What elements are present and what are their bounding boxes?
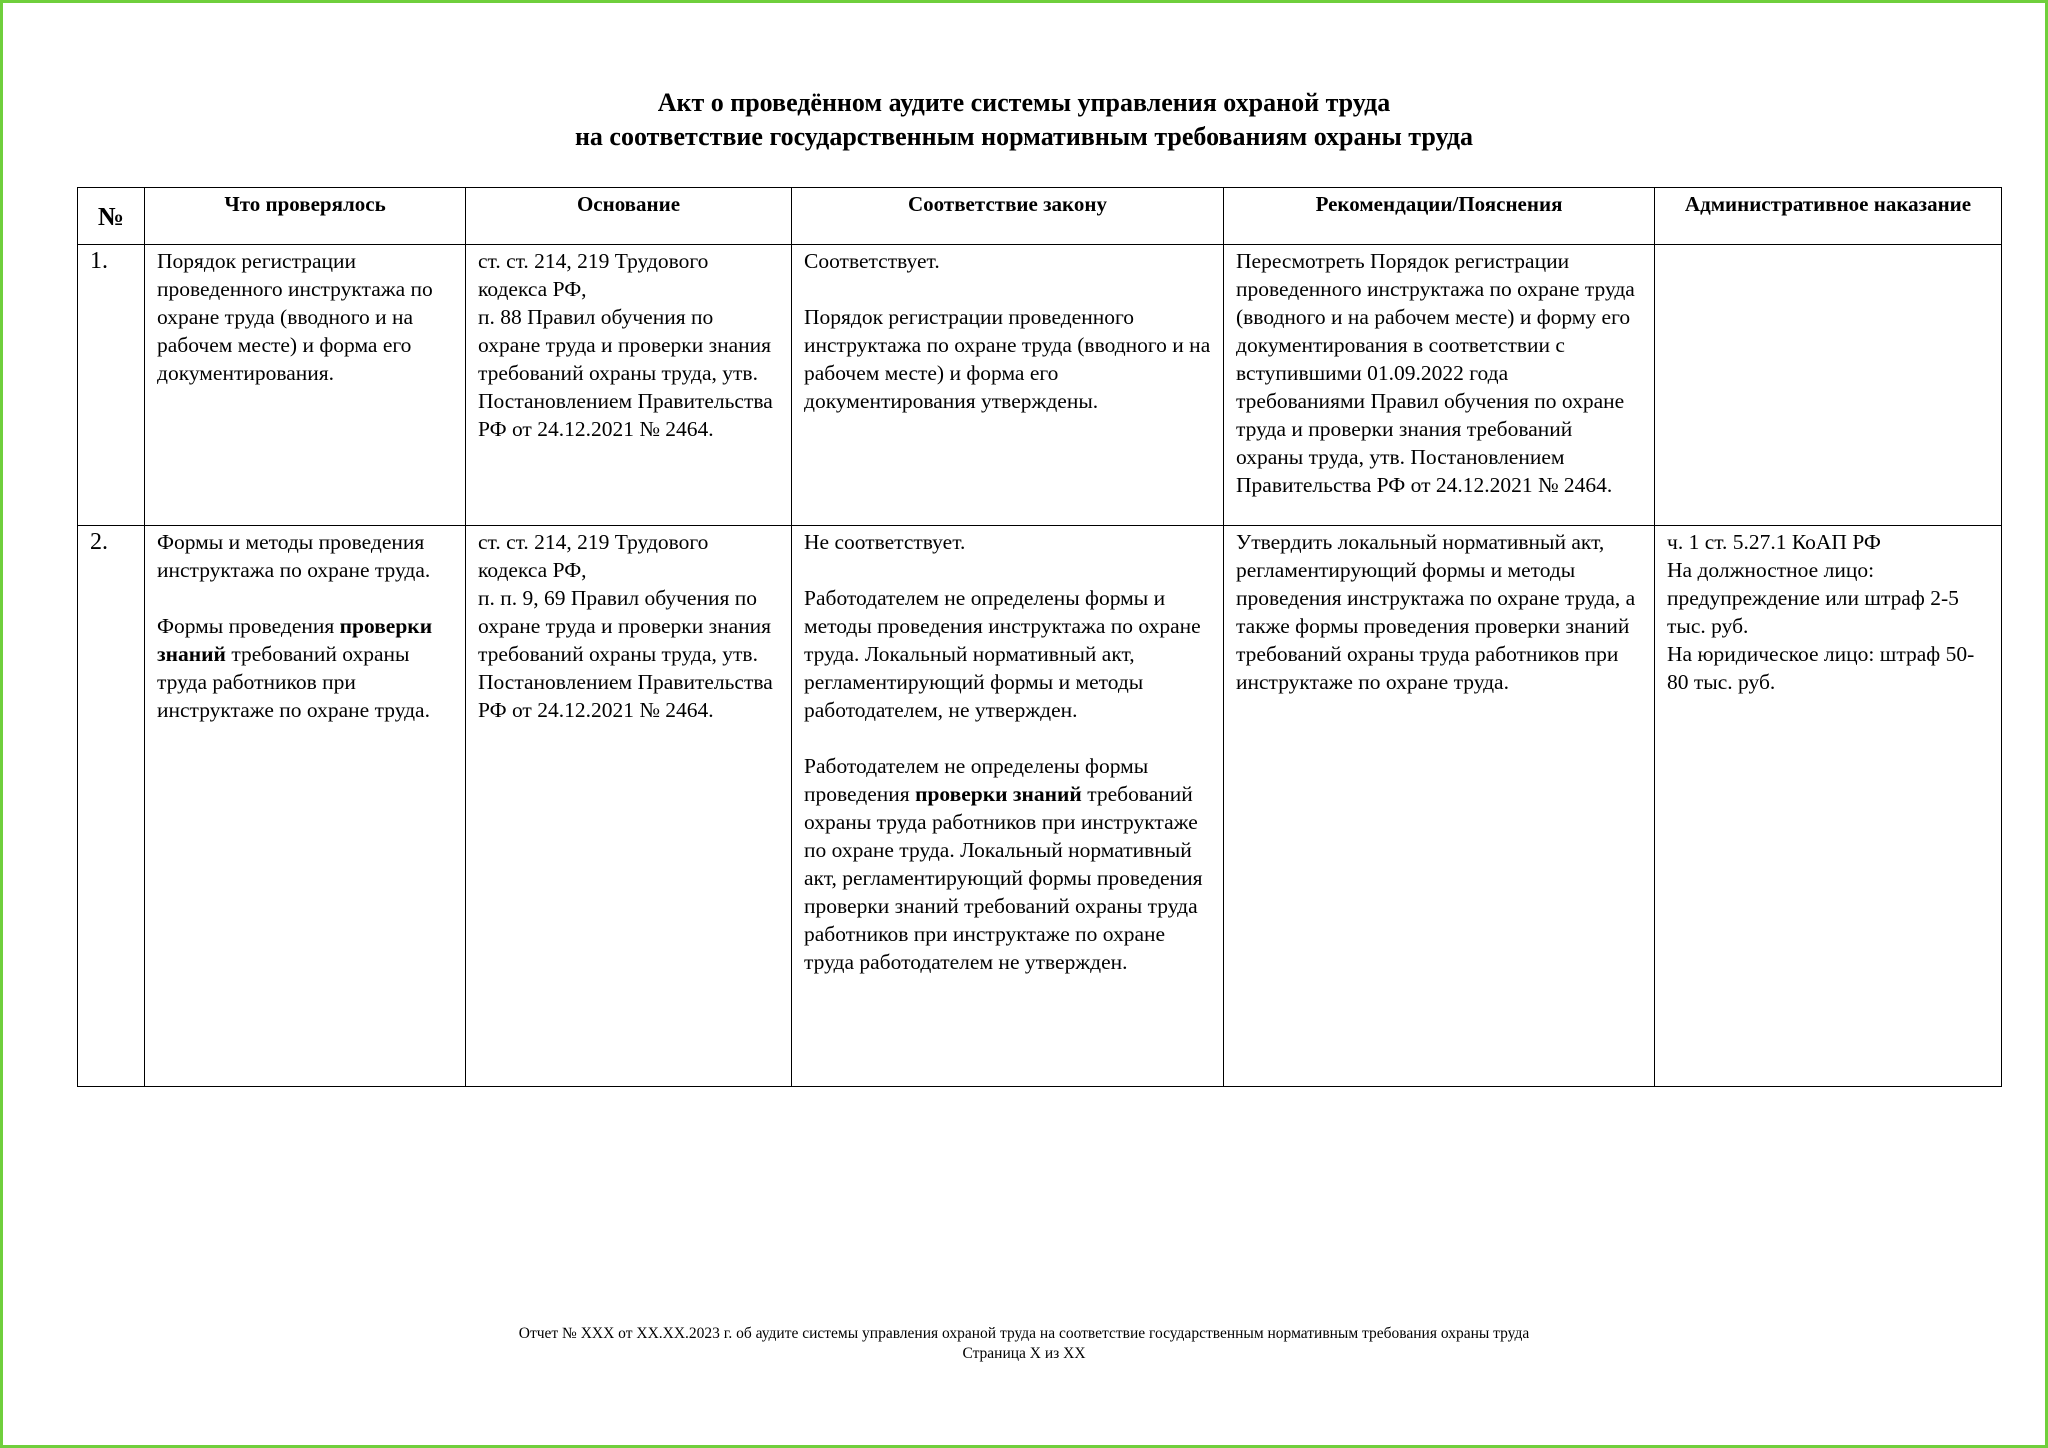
penalty-legal-entity: На юридическое лицо: штраф 50-80 тыс. руб. <box>1667 642 1975 694</box>
basis-text: п. п. 9, 69 Правил обучения по охране труда и проверки знания требований охраны труда, утв. Постановлением Правительства РФ от 24.12.2021 № 2464. <box>478 586 773 722</box>
compliance-text: Работодателем не определены формы и методы проведения инструктажа по охране труда. Локальный нормативный акт, регламентирующий формы и методы работодателем, не утвержден. <box>804 586 1201 722</box>
compliance-cell <box>792 245 1224 526</box>
bold-phrase: проверки знаний <box>157 614 433 666</box>
recommendations-cell: Утвердить локальный нормативный акт, регламентирующий формы и методы проведения инструктажа по охране труда, а также формы проведения проверки знаний требований охраны труда работников при инструктаже по охране труда. <box>1224 526 1655 1087</box>
table-header-row <box>78 188 2002 245</box>
compliance-verdict: Не соответствует. <box>804 530 966 554</box>
footer-page-number: Страница Х из ХХ <box>962 1345 1086 1362</box>
header-checked: Что проверялось <box>145 188 466 245</box>
basis-cell <box>466 245 792 526</box>
header-recommendations: Рекомендации/Пояснения <box>1224 188 1655 245</box>
penalty-official: На должностное лицо: предупреждение или штраф 2-5 тыс. руб. <box>1667 558 1959 638</box>
bold-phrase: проверки знаний <box>915 782 1082 806</box>
row-number: 1. <box>78 245 145 526</box>
compliance-text-2: Работодателем не определены формы проведения проверки знаний требований охраны труда работников при инструктаже по охране труда. Локальный нормативный акт, регламентирующий формы проведения проверки знаний требований охраны труда работников при инструктаже по охране труда работодателем не утвержден. <box>804 754 1203 974</box>
row-number: 2. <box>78 526 145 1087</box>
basis-cell <box>466 526 792 1087</box>
penalty-article: ч. 1 ст. 5.27.1 КоАП РФ <box>1667 530 1881 554</box>
compliance-cell <box>792 526 1224 1087</box>
title-line-2: на соответствие государственным нормативным требованиям охраны труда <box>574 122 1474 151</box>
title-line-1: Акт о проведённом аудите системы управления охраной труда <box>657 88 1391 117</box>
table-row <box>78 245 2002 526</box>
basis-line: ст. ст. 214, 219 Трудового кодекса РФ, <box>478 249 709 301</box>
checked-cell <box>145 526 466 1087</box>
document-title <box>0 86 2048 154</box>
penalty-cell <box>1655 526 2002 1087</box>
basis-text: п. 88 Правил обучения по охране труда и проверки знания требований охраны труда, утв. Постановлением Правительства РФ от 24.12.2021 № 2464. <box>478 305 773 441</box>
header-num: № <box>78 188 145 245</box>
compliance-text: Порядок регистрации проведенного инструктажа по охране труда (вводного и на рабочем месте) и форма его документирования утверждены. <box>804 305 1211 413</box>
penalty-cell <box>1655 245 2002 526</box>
checked-text: Формы и методы проведения инструктажа по охране труда. <box>157 530 431 582</box>
recommendations-cell: Пересмотреть Порядок регистрации проведенного инструктажа по охране труда (вводного и на рабочем месте) и форму его документирования в соответствии с вступившими 01.09.2022 года требованиями Правил обучения по охране труда и проверки знания требований охраны труда, утв. Постановлением Правительства РФ от 24.12.2021 № 2464. <box>1224 245 1655 526</box>
header-basis: Основание <box>466 188 792 245</box>
header-penalty: Административное наказание <box>1655 188 2002 245</box>
compliance-verdict: Соответствует. <box>804 249 940 273</box>
basis-line: ст. ст. 214, 219 Трудового кодекса РФ, <box>478 530 709 582</box>
checked-cell: Порядок регистрации проведенного инструктажа по охране труда (вводного и на рабочем месте) и форма его документирования. <box>145 245 466 526</box>
header-compliance: Соответствие закону <box>792 188 1224 245</box>
table-row <box>78 526 2002 1087</box>
footer-report: Отчет № ХХХ от ХХ.ХХ.2023 г. об аудите системы управления охраной труда на соответствие государственным нормативным требования охраны труда <box>518 1325 1530 1342</box>
audit-table <box>77 187 2002 1087</box>
page-footer <box>0 1324 2048 1364</box>
checked-text-2: Формы проведения проверки знаний требований охраны труда работников при инструктаже по охране труда. <box>157 614 433 722</box>
